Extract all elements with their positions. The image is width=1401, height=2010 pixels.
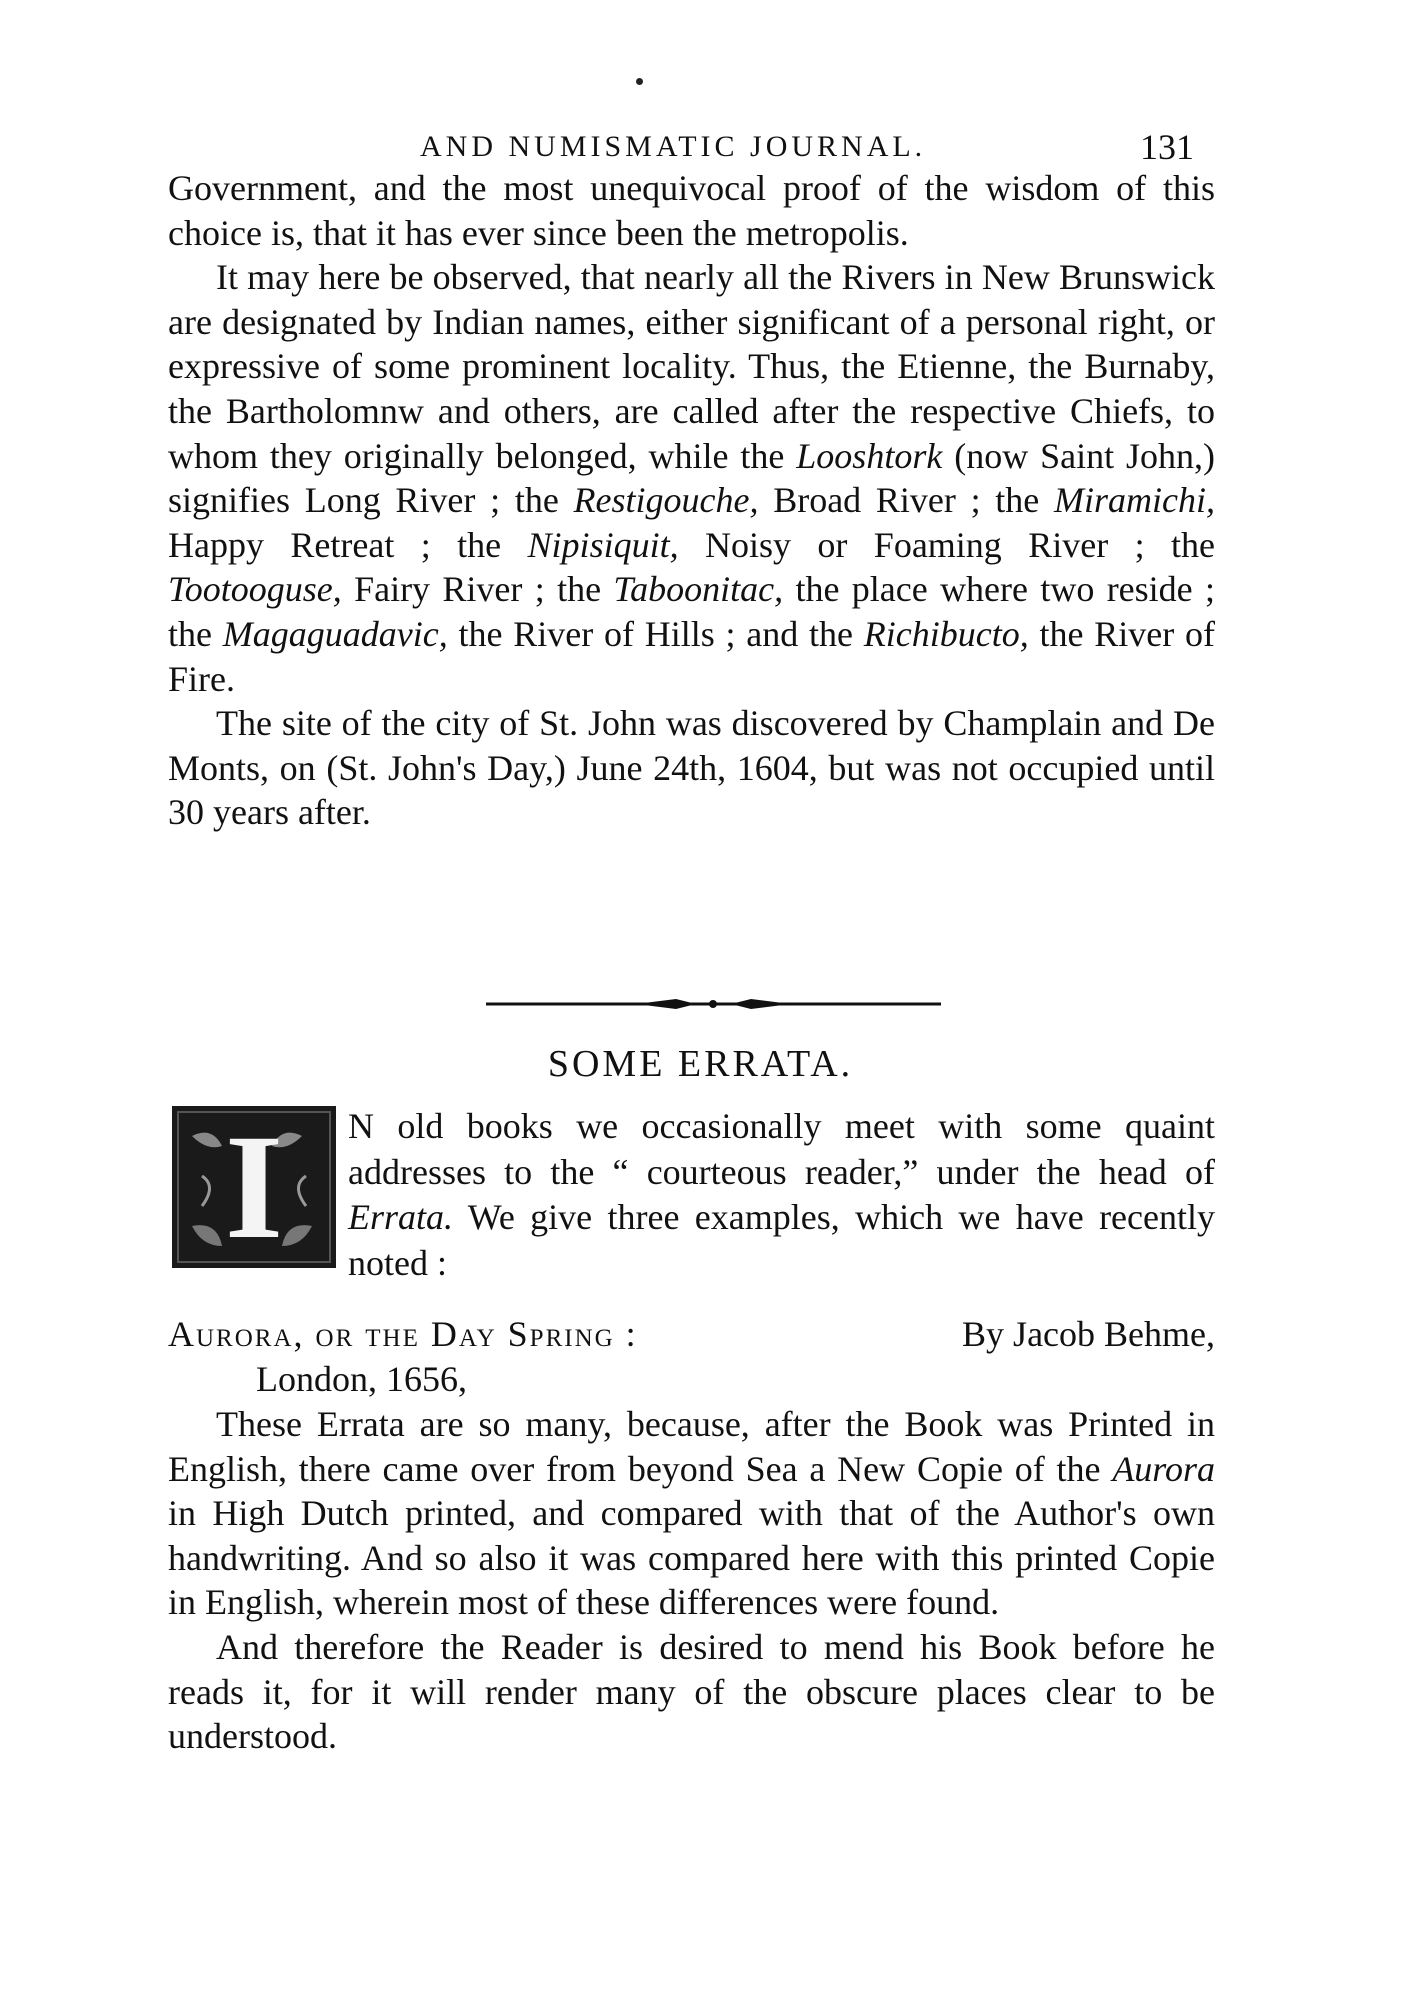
rivers-intro: It may here be observed, that nearly all the Rivers in New Brunswick are designated by Indian names, either significant of a personal right, or expressive of some prominent locality. Thus, the Etienne, the Burnaby, the Bartholomnw and others, are called after the respective Chiefs, to whom they originally belonged, while the	[168, 257, 1215, 476]
river-name: Richibucto,	[863, 613, 1029, 654]
explanation-text: These Errata are so many, because, after the Book was Printed in English, there came over from beyond Sea a New Copie of the	[168, 1404, 1215, 1489]
river-name: Magaguadavic,	[222, 613, 448, 654]
errata-intro-paragraph	[348, 1104, 1215, 1286]
paragraph-rivers	[168, 255, 1215, 701]
river-name: Nipisiquit,	[527, 524, 679, 565]
river-name: Looshtork	[796, 435, 943, 476]
river-meaning: the River of Fire.	[168, 613, 1215, 699]
printer-mark-dot	[636, 78, 643, 85]
river-meaning: Broad River ; the	[758, 480, 1055, 521]
paragraph-st-john: The site of the city of St. John was discovered by Champlain and De Monts, on (St. John's Day,) June 24th, 1604, but was not occupied until 30 years after.	[168, 703, 1215, 833]
paragraph-errata-explanation	[168, 1402, 1215, 1625]
dropcap-ornament	[172, 1106, 336, 1268]
river-meaning: (now Saint John,) signifies Long River ; the	[168, 435, 1215, 521]
citation-title-line	[168, 1312, 1215, 1357]
intro-text: N old books we occasionally meet with some quaint addresses to the “ courteous reader,” under the head of	[348, 1106, 1215, 1192]
citation-author: By Jacob Behme,	[962, 1314, 1215, 1354]
citation-place-date: London, 1656,	[256, 1359, 467, 1399]
errata-word: Errata.	[348, 1197, 454, 1237]
river-meaning: Noisy or Foaming River ; the	[678, 524, 1215, 565]
river-name: Tootooguse,	[168, 569, 342, 610]
book-citation	[168, 1312, 1215, 1402]
page-number: 131	[1140, 127, 1194, 167]
body-text-top	[168, 166, 1215, 835]
river-meaning: the place where two reside ; the	[168, 569, 1216, 654]
paragraph-government: Government, and the most unequivocal proof of the wisdom of this choice is, that it has ever since been the metropolis.	[168, 168, 1215, 253]
section-divider-ornament	[486, 994, 941, 1014]
paragraph-reader-request: And therefore the Reader is desired to mend his Book before he reads it, for it will render many of the obscure places clear to be understood.	[168, 1626, 1215, 1757]
running-head: AND NUMISMATIC JOURNAL.	[420, 130, 927, 163]
aurora-title: Aurora	[1112, 1448, 1215, 1489]
explanation-text-end: in High Dutch printed, and compared with that of the Author's own handwriting. And so also it was compared here with this printed Copie in English, wherein most of these differences were found.	[168, 1493, 1215, 1623]
intro-text-end: We give three examples, which we have recently noted :	[348, 1197, 1215, 1283]
body-text-bottom	[168, 1402, 1215, 1759]
citation-book-title: Aurora, or the Day Spring :	[168, 1314, 638, 1354]
river-meaning: Happy Retreat ; the	[168, 524, 528, 565]
section-title: SOME ERRATA.	[547, 1043, 854, 1085]
river-meaning: Fairy River ; the	[341, 569, 614, 610]
river-name: Taboonitac,	[613, 569, 784, 610]
dropcap-letter: I	[224, 1104, 284, 1270]
errata-intro	[348, 1104, 1215, 1286]
river-meaning: the River of Hills ; and the	[447, 613, 864, 654]
river-name: Restigouche,	[573, 480, 759, 521]
river-name: Miramichi,	[1054, 480, 1215, 521]
